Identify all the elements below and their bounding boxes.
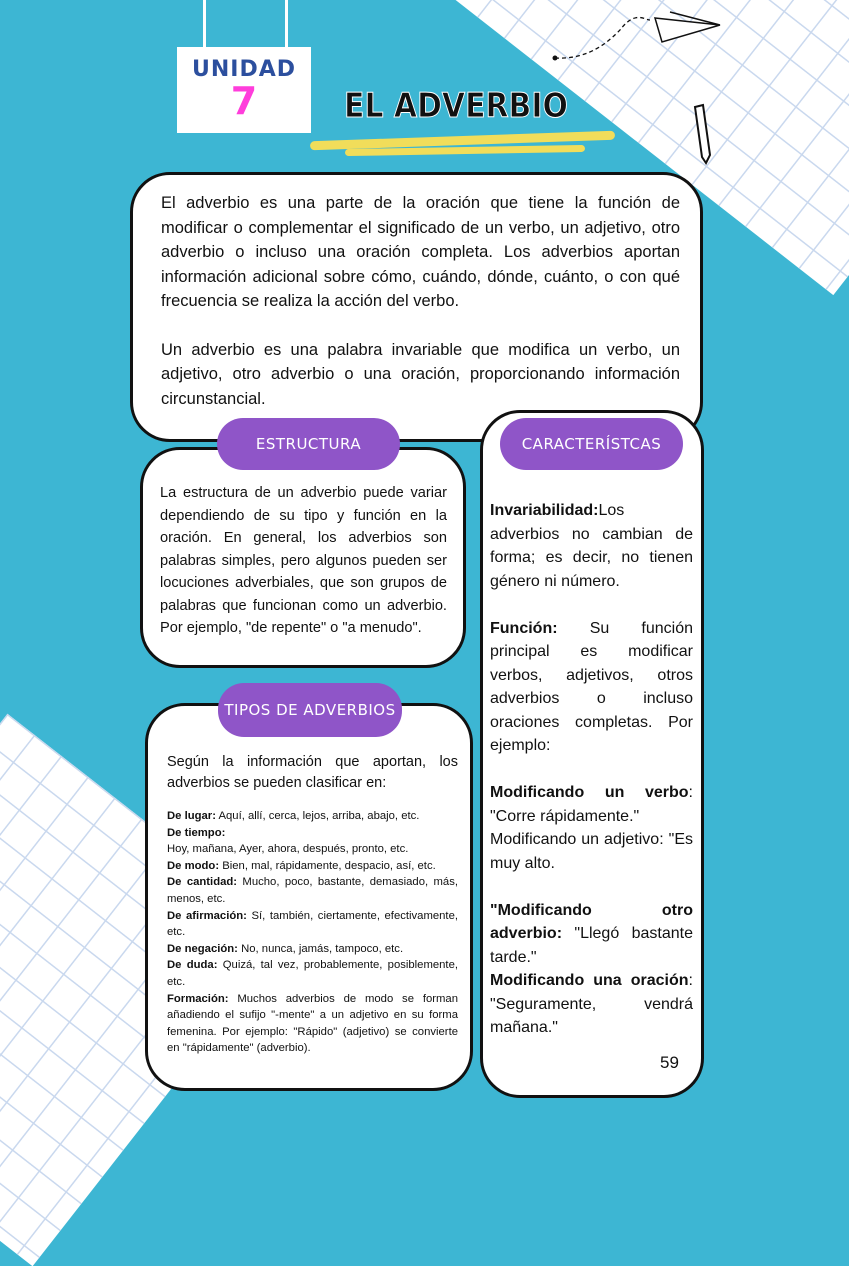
list-item [167, 825, 458, 842]
list-item [490, 828, 693, 875]
tipos-box [145, 703, 473, 1091]
item-term: De lugar: [167, 810, 216, 822]
page-number: 59 [660, 1053, 679, 1072]
list-item [490, 969, 693, 1040]
item-term: Modificando una oración [490, 972, 689, 989]
list-item [167, 808, 458, 825]
item-text: Aquí, allí, cerca, lejos, arriba, abajo, etc. [215, 810, 420, 822]
item-term: "Modificando otro adverbio: [490, 901, 693, 942]
intro-box [130, 172, 703, 442]
estructura-box [140, 447, 466, 668]
list-item [490, 499, 693, 593]
list-item [167, 941, 458, 958]
hanging-string [285, 0, 288, 48]
item-text: Quizá, tal vez, probablemente, posiblemente, etc. [167, 959, 458, 988]
list-item [490, 899, 693, 970]
list-item [490, 781, 693, 828]
item-text: Su función principal es modificar verbos, adjetivos, otros adverbios o incluso oraciones completas. Por ejemplo: [490, 619, 693, 754]
list-item [490, 617, 693, 758]
caracteristicas-heading: CARACTERÍSTCAS [500, 418, 683, 470]
item-text: Mucho, poco, bastante, demasiado, más, menos, etc. [167, 876, 458, 905]
list-item [167, 991, 458, 1057]
estructura-heading: ESTRUCTURA [217, 418, 400, 470]
list-item [167, 841, 458, 858]
item-term: Función: [490, 619, 558, 637]
item-term: De modo: [167, 859, 220, 872]
paper-plane-icon [550, 0, 730, 70]
item-term: Modificando un verbo [490, 784, 689, 801]
item-text: Hoy, mañana, Ayer, ahora, después, pronto, etc. [167, 843, 409, 856]
intro-paragraph: El adverbio es una parte de la oración que tiene la función de modificar o complementar el significado de un verbo, un adjetivo, otro adverbio o incluso una oración completa. Los adverbios aportan información adicional sobre cómo, cuándo, dónde, cuánto, o con qué frecuencia se realiza la acción del verbo. [161, 194, 680, 310]
item-text: Bien, mal, rápidamente, despacio, así, etc. [219, 859, 436, 872]
list-item [167, 874, 458, 907]
unit-label: UNIDAD [191, 57, 296, 82]
item-term: Invariabilidad: [490, 502, 599, 519]
item-text: No, nunca, jamás, tampoco, etc. [237, 942, 404, 955]
item-text: : "Seguramente, vendrá mañana." [490, 972, 693, 1036]
caracteristicas-box [480, 410, 704, 1098]
item-term: De negación: [167, 942, 238, 955]
list-item [167, 957, 458, 990]
list-item [167, 858, 458, 875]
tipos-lead: Según la información que aportan, los adverbios se pueden clasificar en: [167, 754, 458, 791]
item-term: De cantidad: [167, 876, 238, 889]
item-term: De tiempo: [167, 826, 226, 839]
item-text: Modificando un adjetivo: "Es muy alto. [490, 831, 693, 872]
item-text: "Llegó bastante tarde." [490, 925, 693, 966]
estructura-text: La estructura de un adverbio puede variar dependiendo de su tipo y función en la oración. En general, los adverbios son palabras simples, pero algunos pueden ser locuciones adverbiales, que son grupos de palabras que funcionan como un adverbio. Por ejemplo, "de repente" o "a menudo". [160, 485, 447, 636]
unit-number: 7 [230, 79, 258, 123]
item-text: Sí, también, ciertamente, efectivamente, etc. [167, 909, 458, 939]
tipos-heading: TIPOS DE ADVERBIOS [218, 683, 402, 737]
page-title: EL ADVERBIO [344, 86, 568, 126]
pen-icon [690, 103, 714, 165]
unit-card [177, 47, 311, 133]
list-item [167, 908, 458, 941]
item-text: Muchos adverbios de modo se forman añadiendo el sufijo "-mente" a un adjetivo en su forma femenina. Por ejemplo: "Rápido" (adjetivo) se convierte en "rápidamente" (adverbio). [167, 992, 458, 1055]
item-term: De afirmación: [167, 909, 247, 922]
item-text: : "Corre rápidamente." [490, 784, 693, 825]
item-term: De duda: [167, 959, 218, 972]
item-term: Formación: [167, 992, 229, 1005]
item-text: Los adverbios no cambian de forma; es decir, no tienen género ni número. [490, 502, 693, 590]
hanging-string [203, 0, 206, 48]
intro-paragraph: Un adverbio es una palabra invariable que modifica un verbo, un adjetivo, otro adverbio o una oración, proporcionando información circunstancial. [161, 340, 680, 408]
